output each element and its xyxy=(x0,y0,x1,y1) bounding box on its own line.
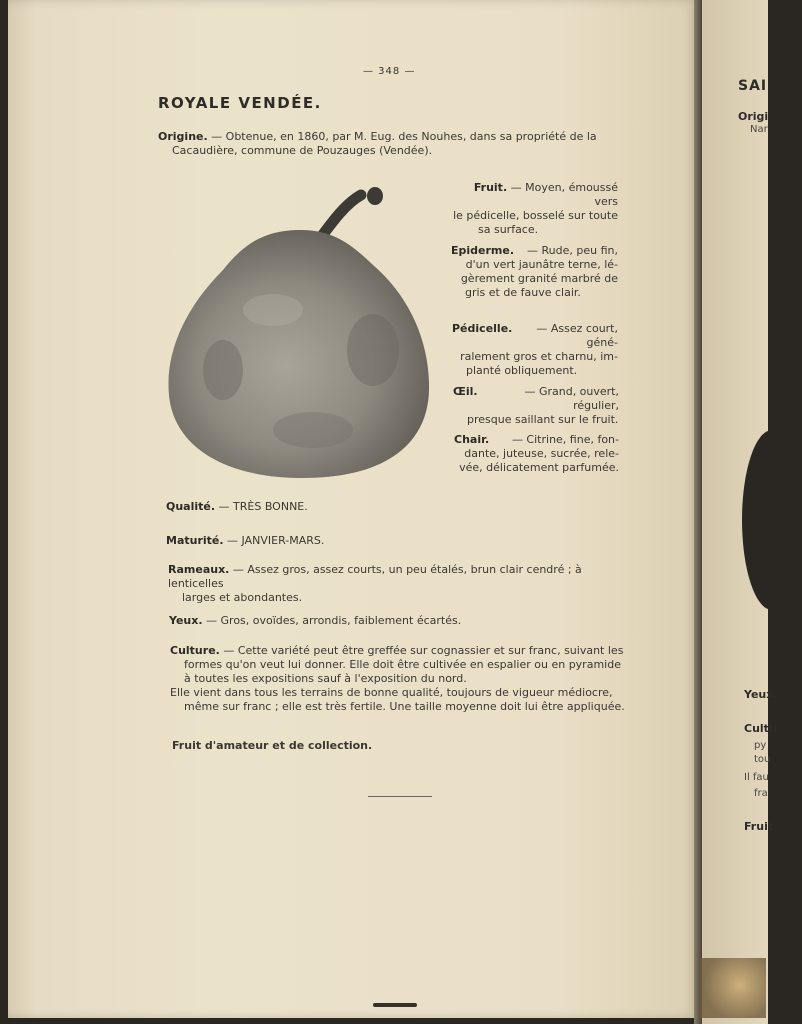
chair-label: Chair. xyxy=(454,433,490,446)
chair-paragraph xyxy=(454,433,619,475)
qualite-paragraph xyxy=(166,500,308,514)
culture-label: Culture. xyxy=(170,644,220,657)
fruit-label: Fruit. xyxy=(473,181,508,194)
epiderme-line-4: gris et de fauve clair. xyxy=(465,286,581,299)
epiderme-line-3: gèrement granité marbré de xyxy=(460,272,618,285)
page-title: ROYALE VENDÉE. xyxy=(158,94,322,112)
facing-origin-fragment: Origi xyxy=(738,110,769,123)
pear-illustration xyxy=(163,180,443,480)
epiderme-line-1: — Rude, peu fin, xyxy=(527,244,618,257)
facing-title-fragment: SAI xyxy=(738,78,768,94)
page-number: — 348 — xyxy=(363,66,416,77)
epiderme-line-2: d'un vert jaunâtre terne, lé- xyxy=(465,258,618,271)
pedicelle-paragraph xyxy=(452,322,618,378)
facing-pear-illustration xyxy=(742,430,802,610)
chair-line-2: dante, juteuse, sucrée, rele- xyxy=(464,447,619,460)
rameaux-line-1: — Assez gros, assez courts, un peu étalés, brun clair cendré ; à lenticelles xyxy=(168,563,582,590)
facing-il-fragment: Il fau xyxy=(744,772,769,783)
culture-line-2: formes qu'on veut lui donner. Elle doit être cultivée en espalier ou en pyramide xyxy=(184,658,621,671)
facing-nar-fragment: Nar xyxy=(750,124,768,135)
culture-line-1: — Cette variété peut être greffée sur cognassier et sur franc, suivant les xyxy=(219,644,624,657)
culture-line-5: même sur franc ; elle est très fertile. Une taille moyenne doit lui être appliquée. xyxy=(184,700,625,713)
maturite-paragraph xyxy=(166,534,324,548)
origine-label: Origine. xyxy=(158,130,208,143)
oeil-paragraph xyxy=(453,385,619,427)
yeux-paragraph xyxy=(169,614,461,628)
facing-py-fragment: py xyxy=(754,740,767,751)
rameaux-paragraph xyxy=(168,563,623,605)
corner-thumbnail xyxy=(700,958,766,1018)
culture-line-4: Elle vient dans tous les terrains de bonne qualité, toujours de vigueur médiocre, xyxy=(170,686,613,699)
facing-fruit-fragment: Fruit xyxy=(744,820,774,833)
yeux-text: — Gros, ovoïdes, arrondis, faiblement écartés. xyxy=(202,614,462,627)
pedicelle-line-3: planté obliquement. xyxy=(466,364,578,377)
chair-line-1: — Citrine, fine, fon- xyxy=(511,433,619,446)
culture-line-3: à toutes les expositions sauf à l'exposition du nord. xyxy=(184,672,467,685)
facing-culture-fragment: Cultu xyxy=(744,722,777,735)
rameaux-label: Rameaux. xyxy=(168,563,230,576)
oeil-label: Œil. xyxy=(453,385,478,398)
fruit-line-3: sa surface. xyxy=(478,223,539,236)
book-gutter xyxy=(694,0,702,1024)
origine-paragraph xyxy=(158,130,628,158)
binding-mark xyxy=(373,1003,417,1007)
closing-note: Fruit d'amateur et de collection. xyxy=(172,739,373,752)
rameaux-line-2: larges et abondantes. xyxy=(182,591,303,604)
oeil-line-2: presque saillant sur le fruit. xyxy=(467,413,619,426)
facing-fra-fragment: fra xyxy=(754,788,768,799)
epiderme-label: Epiderme. xyxy=(451,244,515,257)
pedicelle-line-2: ralement gros et charnu, im- xyxy=(460,350,618,363)
facing-tou-fragment: tou xyxy=(754,754,771,765)
epiderme-paragraph xyxy=(451,244,618,300)
fruit-line-1: — Moyen, émoussé vers xyxy=(507,181,618,208)
maturite-text: — JANVIER-MARS. xyxy=(223,534,325,547)
facing-yeux-fragment: Yeux. xyxy=(744,688,778,701)
yeux-label: Yeux. xyxy=(169,614,203,627)
origine-line-1: — Obtenue, en 1860, par M. Eug. des Nouhes, dans sa propriété de la xyxy=(207,130,597,143)
pedicelle-line-1: — Assez court, géné- xyxy=(536,322,618,349)
qualite-text: — TRÈS BONNE. xyxy=(215,500,308,513)
maturite-label: Maturité. xyxy=(166,534,224,547)
origine-line-2: Cacaudière, commune de Pouzauges (Vendée). xyxy=(172,144,433,157)
culture-paragraph xyxy=(170,644,625,714)
chair-line-3: vée, délicatement parfumée. xyxy=(459,461,619,474)
fruit-paragraph xyxy=(450,181,618,237)
book-page xyxy=(8,0,698,1018)
section-divider xyxy=(368,796,432,797)
qualite-label: Qualité. xyxy=(166,500,216,513)
oeil-line-1: — Grand, ouvert, régulier, xyxy=(524,385,619,412)
pedicelle-label: Pédicelle. xyxy=(452,322,513,335)
fruit-line-2: le pédicelle, bosselé sur toute xyxy=(453,209,618,222)
